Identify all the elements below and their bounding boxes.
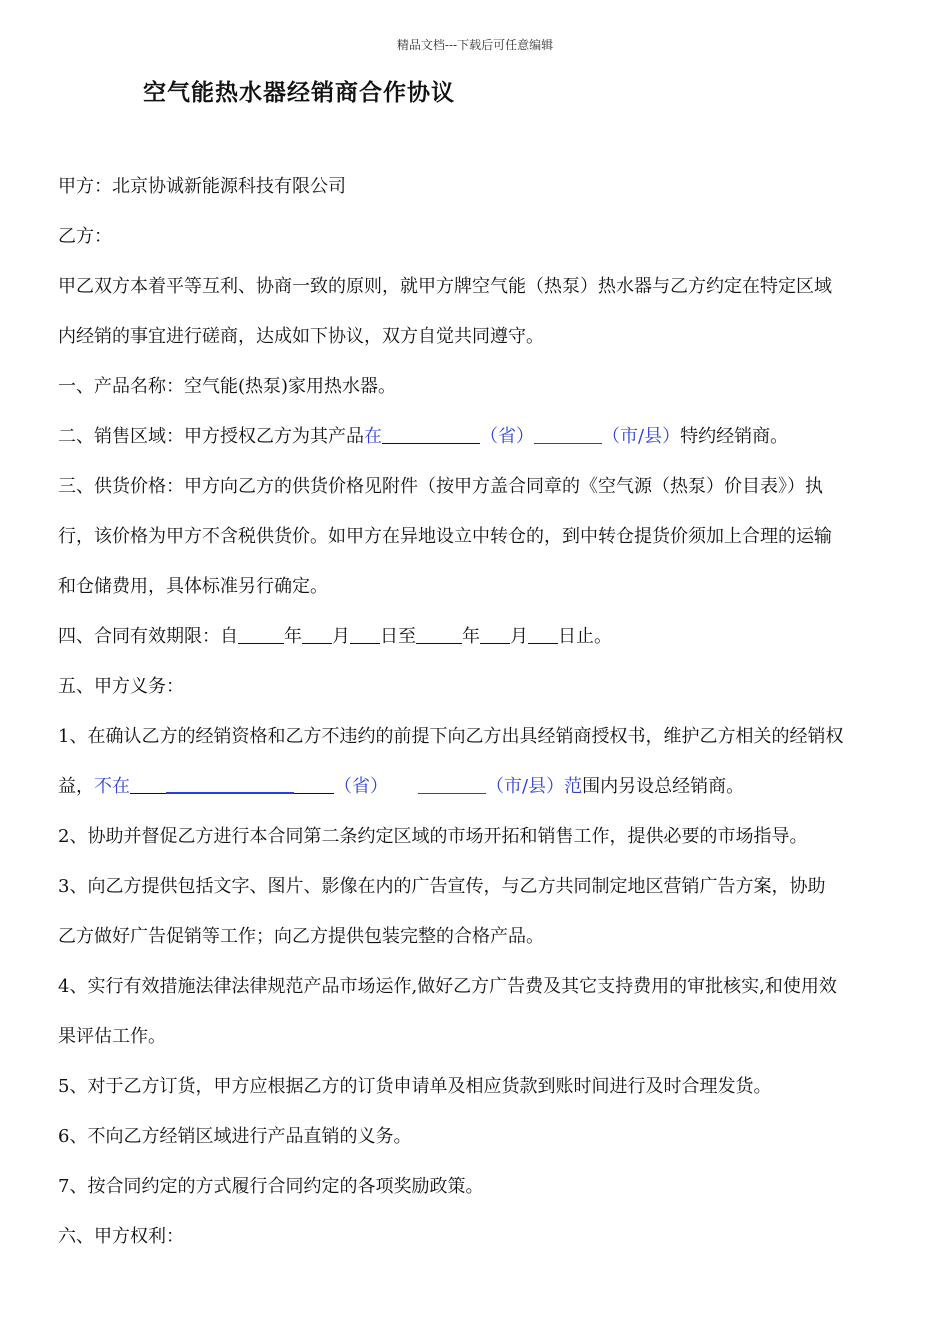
end-day-blank[interactable] <box>528 621 558 644</box>
exclusive-province-blank-c[interactable] <box>294 771 334 794</box>
start-day-blank[interactable] <box>350 621 380 644</box>
section-3-line-2: 行，该价格为甲方不含税供货价。如甲方在异地设立中转仓的，到中转仓提货价须加上合理的运输 <box>58 526 832 547</box>
document-body <box>58 170 898 1270</box>
section-3-line-1: 三、供货价格：甲方向乙方的供货价格见附件（按甲方盖合同章的《空气源（热泵）价目表》）执 <box>58 476 823 497</box>
obligation-4-line-2: 果评估工作。 <box>58 1026 166 1047</box>
section-2-sales-area <box>58 420 898 470</box>
section-3-line-3: 和仓储费用，具体标准另行确定。 <box>58 576 328 597</box>
section-2-prefix: 二、销售区域：甲方授权乙方为其产品 <box>58 426 364 447</box>
end-month-label: 月 <box>510 626 528 647</box>
header-note: 精品文档---下载后可任意编辑 <box>396 38 554 52</box>
obligation-5: 5、对于乙方订货，甲方应根据乙方的订货申请单及相应货款到账时间进行及时合理发货。 <box>58 1076 772 1097</box>
obligation-1-fan: 范 <box>564 776 583 797</box>
exclusive-province-blank-b[interactable] <box>166 770 294 794</box>
day-to-label: 日至 <box>380 626 416 647</box>
start-year-label: 年 <box>284 626 302 647</box>
obligation-1-suffix: 围内另设总经销商。 <box>582 776 745 797</box>
end-month-blank[interactable] <box>480 621 510 644</box>
obligation-1-city-label: （市/县） <box>486 776 565 797</box>
party-b: 乙方： <box>58 226 112 247</box>
exclusive-city-blank[interactable] <box>418 771 486 794</box>
start-year-blank[interactable] <box>238 621 284 644</box>
obligation-1-line-2 <box>58 770 898 820</box>
document-title: 空气能热水器经销商合作协议 <box>143 80 455 106</box>
party-a: 甲方：北京协诚新能源科技有限公司 <box>58 176 346 197</box>
obligation-6: 6、不向乙方经销区域进行产品直销的义务。 <box>58 1126 412 1147</box>
section-2-city-label: （市/县） <box>602 426 681 447</box>
section-5-heading: 五、甲方义务： <box>58 676 184 697</box>
section-2-in: 在 <box>364 426 382 447</box>
end-day-label: 日止。 <box>558 626 612 647</box>
obligation-4-line-1: 4、实行有效措施法律法律规范产品市场运作,做好乙方广告费及其它支持费用的审批核实,和使用效 <box>58 976 837 997</box>
province-blank[interactable] <box>382 421 480 444</box>
intro-line-1: 甲乙双方本着平等互利、协商一致的原则，就甲方牌空气能（热泵）热水器与乙方约定在特定区域 <box>58 276 832 297</box>
obligation-3-line-1: 3、向乙方提供包括文字、图片、影像在内的广告宣传，与乙方共同制定地区营销广告方案，协助 <box>58 876 826 897</box>
obligation-1-line-1: 1、在确认乙方的经销资格和乙方不违约的前提下向乙方出具经销商授权书，维护乙方相关的经销权 <box>58 726 844 747</box>
intro-line-2: 内经销的事宜进行磋商，达成如下协议，双方自觉共同遵守。 <box>58 326 544 347</box>
section-6-heading: 六、甲方权利： <box>58 1226 184 1247</box>
section-4-term <box>58 620 898 670</box>
obligation-2: 2、协助并督促乙方进行本合同第二条约定区域的市场开拓和销售工作，提供必要的市场指导。 <box>58 826 808 847</box>
obligation-7: 7、按合同约定的方式履行合同约定的各项奖励政策。 <box>58 1176 484 1197</box>
city-blank[interactable] <box>534 421 602 444</box>
end-year-blank[interactable] <box>416 621 462 644</box>
obligation-1-province-label: （省） <box>334 776 388 797</box>
section-2-province-label: （省） <box>480 426 534 447</box>
section-4-prefix: 四、合同有效期限：自 <box>58 626 238 647</box>
section-1-product-name: 一、产品名称：空气能(热泵)家用热水器。 <box>58 376 397 397</box>
section-2-suffix: 特约经销商。 <box>680 426 789 447</box>
end-year-label: 年 <box>462 626 480 647</box>
start-month-blank[interactable] <box>302 621 332 644</box>
obligation-1-not-in: 不在 <box>94 776 130 797</box>
start-month-label: 月 <box>332 626 350 647</box>
obligation-1-prefix: 益， <box>58 776 94 797</box>
exclusive-province-blank-a[interactable] <box>130 771 166 794</box>
obligation-3-line-2: 乙方做好广告促销等工作；向乙方提供包装完整的合格产品。 <box>58 926 544 947</box>
